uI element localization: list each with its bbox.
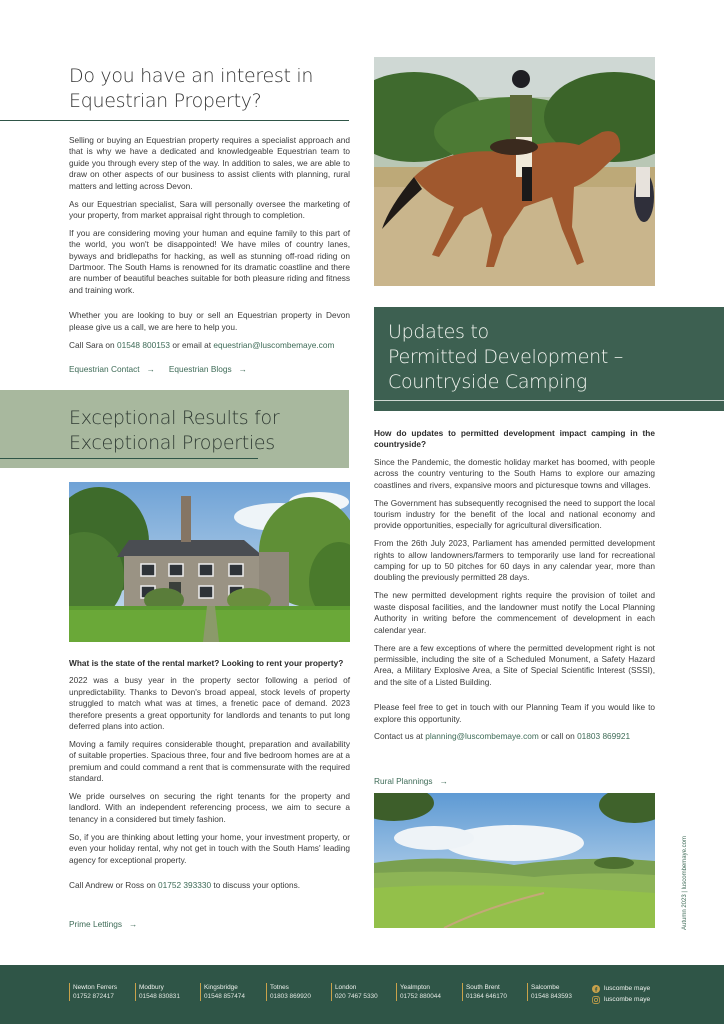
rental-question: What is the state of the rental market? Looking to rent your property?	[69, 658, 344, 668]
planning-phone-link[interactable]: 01803 869921	[577, 731, 631, 742]
paragraph: Moving a family requires considerable thought, preparation and availability of suitable properties. Spacious three, four and five bedroom homes are at a premium and could command a rent that is commensurate with the required standard.	[69, 738, 350, 784]
camping-question: How do updates to permitted development impact camping in the countryside?	[374, 428, 655, 450]
lettings-links	[69, 919, 137, 929]
camping-heading: Updates to Permitted Development – Countryside Camping	[388, 321, 623, 393]
heading-divider	[0, 458, 258, 459]
paragraph: Whether you are looking to buy or sell an Equestrian property in Devon please give us a call, we are here to help you.	[69, 310, 350, 332]
office-phone[interactable]: 01364 646170	[466, 993, 507, 1000]
planning-contact-line: Contact us at planning@luscombemaye.com or call on 01803 869921	[374, 731, 631, 742]
office-salcombe: Salcombe 01548 843593	[527, 983, 572, 1001]
arrow-right-icon: →	[146, 364, 155, 374]
lettings-contact-line: Call Andrew or Ross on 01752 393330 to discuss your options.	[69, 880, 301, 890]
office-phone[interactable]: 01752 880044	[400, 993, 441, 1000]
equestrian-body	[69, 135, 350, 358]
horse-rider-photo	[374, 57, 655, 286]
equestrian-blogs-link[interactable]: Equestrian Blogs →	[168, 364, 247, 374]
facebook-icon	[592, 985, 600, 993]
arrow-right-icon: →	[238, 364, 247, 374]
planning-links	[374, 776, 448, 786]
instagram-icon	[592, 996, 600, 1004]
arrow-right-icon: →	[439, 776, 448, 786]
countryside-photo	[374, 793, 655, 928]
office-south-brent: South Brent 01364 646170	[462, 983, 507, 1001]
paragraph: Please feel free to get in touch with our Planning Team if you would like to explore this opportunity.	[374, 702, 655, 724]
equestrian-links	[69, 364, 247, 374]
office-london: London 020 7467 5330	[331, 983, 378, 1001]
office-phone[interactable]: 01803 869920	[270, 993, 311, 1000]
edition-side-text: Autumn 2023 | luscombemaye.com	[682, 836, 688, 930]
paragraph: From the 26th July 2023, Parliament has amended permitted development rights to allow landowners/farmers to temporarily use land for recreational camping for up to 50 pitches for 60 days in any calendar year, more than doubling the previously permitted 28 days.	[374, 538, 655, 583]
facebook-link[interactable]: luscombe maye	[592, 983, 650, 994]
sara-phone-link[interactable]: 01548 800153	[116, 339, 171, 350]
paragraph: As our Equestrian specialist, Sara will personally oversee the marketing of your property, from market appraisal right through to completion.	[69, 198, 350, 220]
footer	[0, 965, 724, 1024]
rural-plannings-link[interactable]: Rural Plannings →	[374, 776, 448, 786]
equestrian-email-link[interactable]: equestrian@luscombemaye.com	[213, 339, 335, 350]
paragraph: 2022 was a busy year in the property sector following a period of unpredictability. Thanks to Devon's broad appeal, stock levels of property struggled to match what was at times, a frenetic pace of demand. 2023 therefore presents a great opportunity for landlords and tenants to put long deferred plans into action.	[69, 675, 350, 732]
results-heading: Exceptional Results for Exceptional Properties	[69, 407, 280, 454]
office-phone[interactable]: 01548 843593	[531, 993, 572, 1000]
heading-divider	[0, 120, 349, 121]
paragraph: The new permitted development rights require the provision of toilet and waste disposal facilities, and the landowner must notify the Local Planning Authority in writing before the commencement of development in each calendar year.	[374, 590, 655, 635]
heading-divider	[374, 400, 724, 401]
equestrian-contact-line: Call Sara on 01548 800153 or email at equestrian@luscombemaye.com	[69, 339, 335, 350]
office-newton-ferrers: Newton Ferrers 01752 872417	[69, 983, 117, 1001]
paragraph: The Government has subsequently recognised the need to support the local tourism industry for the benefit of the local and national economy and provide opportunities, especially for agricultural diversification.	[374, 497, 655, 531]
paragraph: If you are considering moving your human and equine family to this part of the world, you won't be disappointed! We have miles of country lanes, byways and bridlepaths for hacking, as well as stunning off-road riding on Dartmoor. The South Hams is renowned for its dramatic coastline and there are number of beautiful beaches suitable for both pleasure riding and fitness and training work.	[69, 227, 350, 295]
instagram-link[interactable]: luscombe maye	[592, 994, 650, 1005]
office-phone[interactable]: 01548 857474	[204, 993, 245, 1000]
paragraph: Since the Pandemic, the domestic holiday market has boomed, with people across the country venturing to the South Hams to explore our amazing coastlines and rivers, expansive moors and picturesque towns and villages.	[374, 456, 655, 490]
equestrian-contact-link[interactable]: Equestrian Contact →	[69, 364, 155, 374]
paragraph: We pride ourselves on securing the right tenants for the property and landlord. With an independent referencing process, we aim to secure a tenancy in a considered but timely fashion.	[69, 791, 350, 824]
planning-email-link[interactable]: planning@luscombemaye.com	[425, 731, 539, 742]
paragraph: There are a few exceptions of where the permitted development right is not permissible, including the site of a Scheduled Monument, a Safety Hazard Area, a Military Explosive Area, a Site of Special Scientific Interest (SSSI), and the site of a Listed Building.	[374, 642, 655, 687]
office-totnes: Totnes 01803 869920	[266, 983, 311, 1001]
paragraph: So, if you are thinking about letting your home, your investment property, or even your holiday rental, why not get in touch with the South Hams' leading agency for exceptional property.	[69, 831, 350, 865]
lettings-phone-link[interactable]: 01752 393330	[158, 880, 212, 890]
equestrian-heading: Do you have an interest in Equestrian Property?	[69, 65, 314, 112]
office-yealmpton: Yealmpton 01752 880044	[396, 983, 441, 1001]
office-kingsbridge: Kingsbridge 01548 857474	[200, 983, 245, 1001]
office-phone[interactable]: 01752 872417	[73, 993, 114, 1000]
social-links	[592, 983, 650, 1005]
office-phone[interactable]: 020 7467 5330	[335, 993, 378, 1000]
camping-section	[374, 428, 655, 749]
office-phone[interactable]: 01548 830831	[139, 993, 180, 1000]
rental-section	[69, 658, 350, 898]
cottage-photo	[69, 482, 350, 642]
prime-lettings-link[interactable]: Prime Lettings →	[69, 919, 138, 929]
arrow-right-icon: →	[129, 919, 138, 929]
paragraph: Selling or buying an Equestrian property requires a specialist approach and that is why we have a dedicated and knowledgeable Equestrian team to guide you through every step of the way. In addition to sales, we are able to draw on other aspects of our business to assist clients with planning, rural matters and letting across Devon.	[69, 135, 350, 191]
office-modbury: Modbury 01548 830831	[135, 983, 180, 1001]
